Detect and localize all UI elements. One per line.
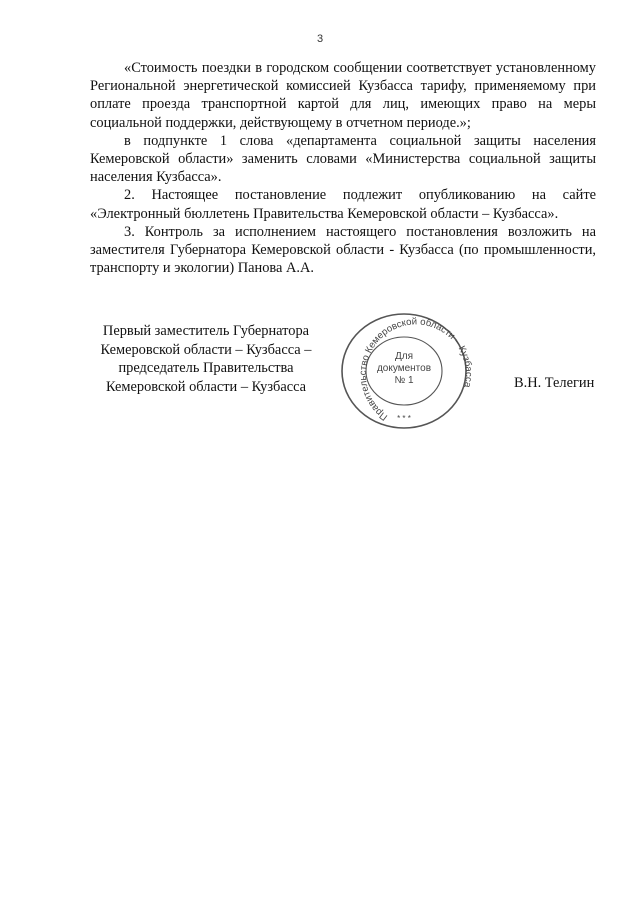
paragraph-publication: 2. Настоящее постановление подлежит опубликованию на сайте «Электронный бюллетень Правительства Кемеровской области – Кузбасса».: [90, 187, 596, 222]
paragraph-subclause-amendment: в подпункте 1 слова «департамента социальной защиты населения Кемеровской области» заменить словами «Министерства социальной защиты населения Кузбасса».: [90, 132, 596, 186]
document-body: [90, 59, 596, 277]
paragraph-control: 3. Контроль за исполнением настоящего постановления возложить на заместителя Губернатора Кемеровской области - Кузбасса (по промышленности, транспорту и экологии) Панова А.А.: [90, 223, 596, 277]
seal-graphic: [334, 309, 474, 433]
signatory-title-line: Кемеровской области – Кузбасса: [105, 378, 307, 395]
seal-ring-text: Правительство Кемеровской области – Кузбасса: [357, 316, 474, 423]
page-number: 3: [316, 33, 324, 45]
seal-center-line: документов: [376, 363, 432, 374]
signatory-title: [82, 322, 330, 396]
seal-center-line: Для: [394, 351, 414, 362]
signer-name: В.Н. Телегин: [514, 375, 595, 391]
official-seal-stamp: [334, 309, 474, 433]
signatory-title-line: председатель Правительства: [118, 360, 294, 377]
seal-center-line: № 1: [394, 375, 414, 386]
signatory-title-line: Первый заместитель Губернатора: [102, 323, 310, 339]
seal-stars: * * *: [397, 414, 411, 423]
paragraph-cost-definition: «Стоимость поездки в городском сообщении соответствует установленному Региональной энергетической комиссией Кузбасса тарифу, применяемому при оплате проезда транспортной картой для лиц, имеющих право на меры социальной поддержки, действующему в отчетном периоде.»;: [90, 60, 596, 131]
signatory-title-line: Кемеровской области – Кузбасса –: [100, 341, 312, 358]
